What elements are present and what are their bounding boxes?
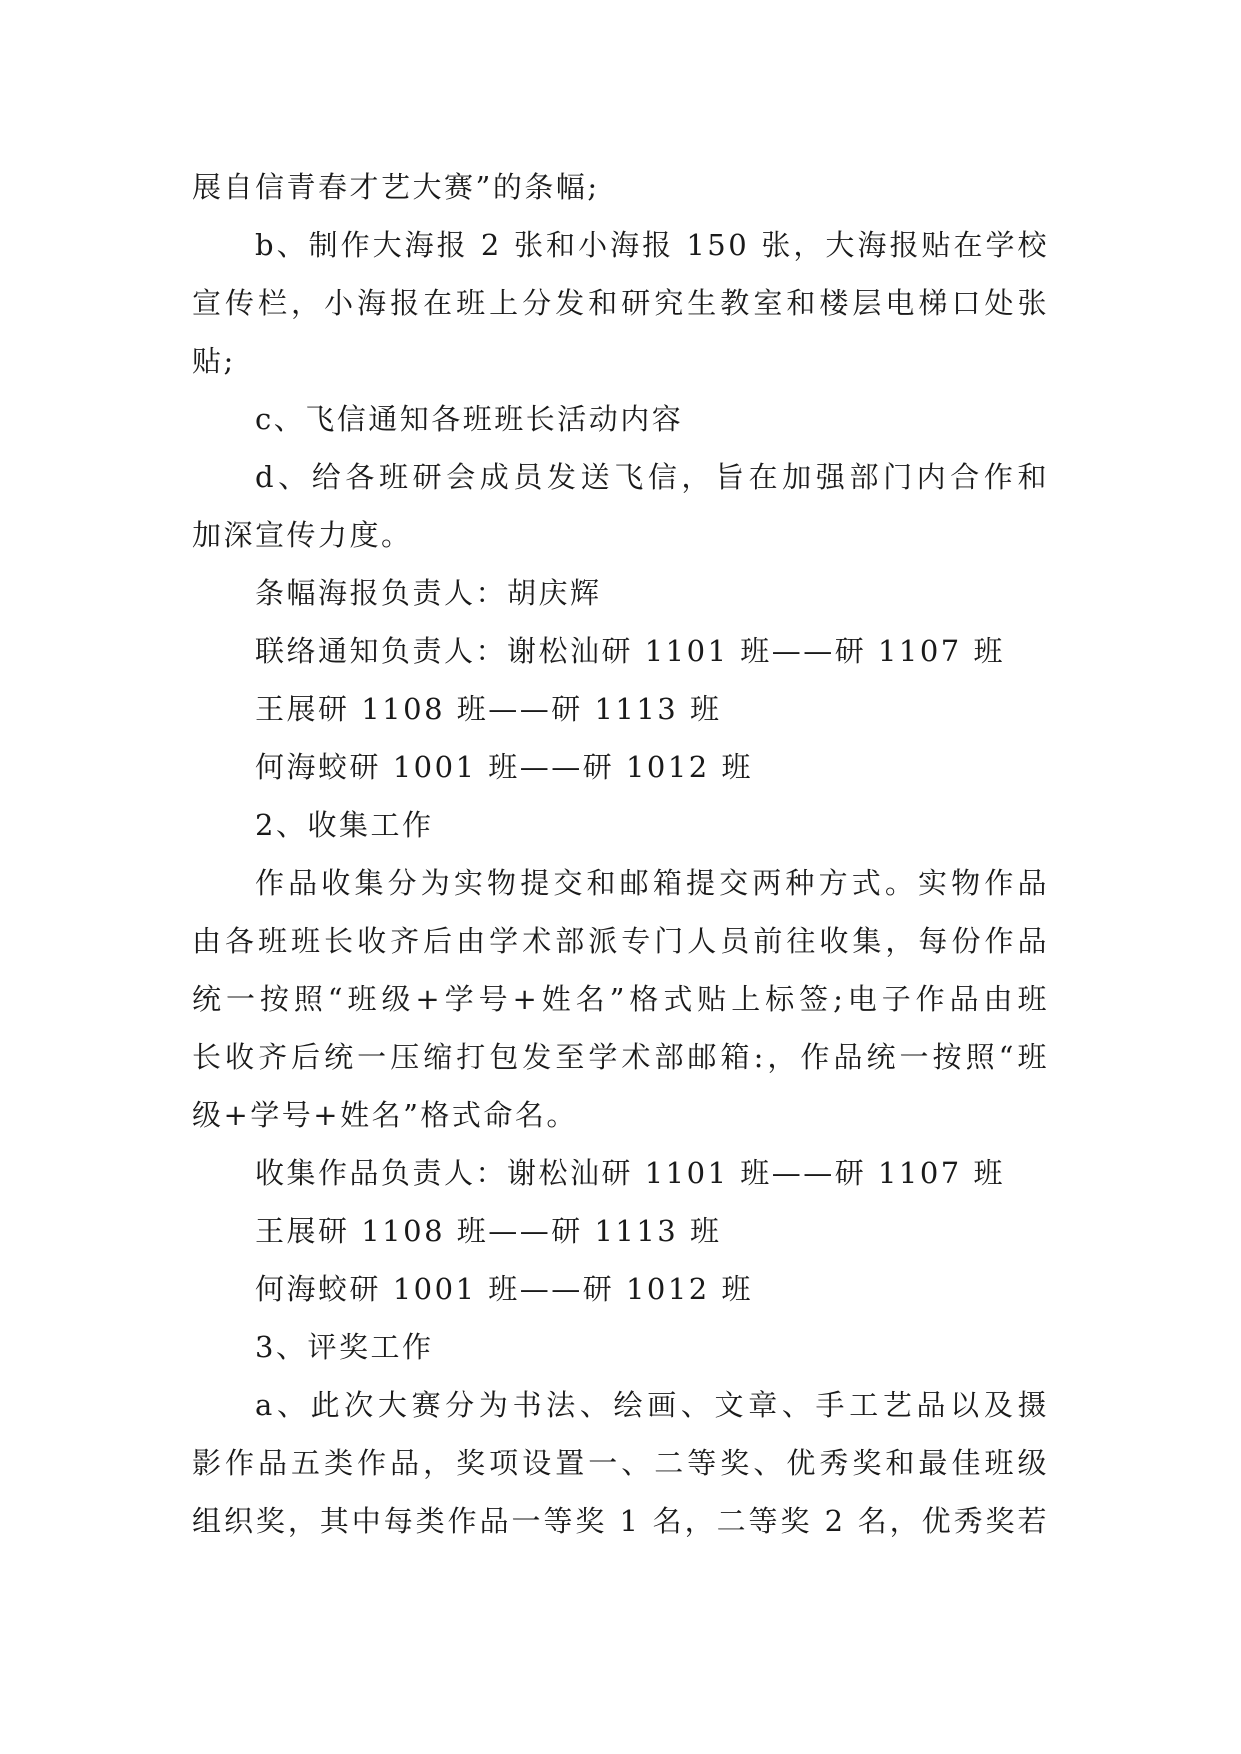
text-line: 联络通知负责人：谢松汕研 1101 班——研 1107 班 — [255, 634, 1005, 668]
text-line: 组织奖，其中每类作品一等奖 1 名，二等奖 2 名，优秀奖若 — [192, 1504, 1049, 1538]
text-line: 条幅海报负责人：胡庆辉 — [255, 576, 602, 610]
text-line: 加深宣传力度。 — [192, 518, 413, 552]
text-line: b、制作大海报 2 张和小海报 150 张，大海报贴在学校 — [255, 228, 1049, 262]
text-line: 级+学号+姓名”格式命名。 — [192, 1098, 578, 1132]
text-line: 由各班班长收齐后由学术部派专门人员前往收集，每份作品 — [192, 924, 1049, 958]
text-line: 王展研 1108 班——研 1113 班 — [255, 1214, 722, 1248]
text-line: c、飞信通知各班班长活动内容 — [255, 402, 684, 436]
text-line: d、给各班研会成员发送飞信，旨在加强部门内合作和 — [255, 460, 1049, 494]
text-line: 收集作品负责人：谢松汕研 1101 班——研 1107 班 — [255, 1156, 1005, 1190]
text-line: 贴; — [192, 344, 236, 378]
text-line: 长收齐后统一压缩打包发至学术部邮箱:，作品统一按照“班 — [192, 1040, 1049, 1074]
text-line: 王展研 1108 班——研 1113 班 — [255, 692, 722, 726]
text-line: 宣传栏，小海报在班上分发和研究生教室和楼层电梯口处张 — [192, 286, 1049, 320]
text-line: 展自信青春才艺大赛”的条幅; — [192, 170, 600, 204]
text-line: 何海蛟研 1001 班——研 1012 班 — [255, 750, 753, 784]
text-line: 作品收集分为实物提交和邮箱提交两种方式。实物作品 — [255, 866, 1049, 900]
text-line: 2、收集工作 — [255, 808, 434, 842]
text-line: 3、评奖工作 — [255, 1330, 434, 1364]
text-line: a、此次大赛分为书法、绘画、文章、手工艺品以及摄 — [255, 1388, 1049, 1422]
text-line: 统一按照“班级+学号+姓名”格式贴上标签;电子作品由班 — [192, 982, 1049, 1016]
text-line: 影作品五类作品，奖项设置一、二等奖、优秀奖和最佳班级 — [192, 1446, 1049, 1480]
text-line: 何海蛟研 1001 班——研 1012 班 — [255, 1272, 753, 1306]
document-body — [192, 158, 1049, 1550]
